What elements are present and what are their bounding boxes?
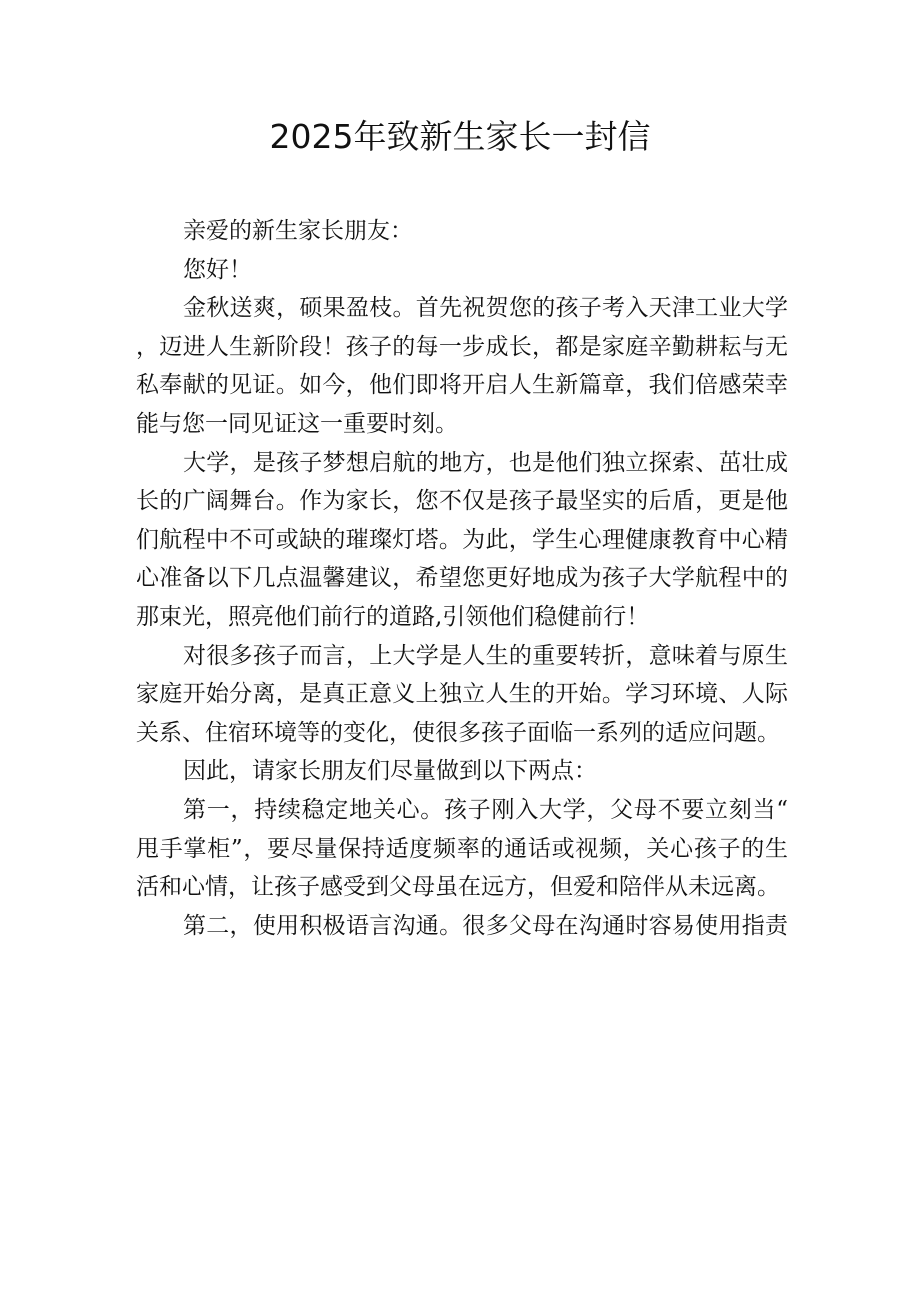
paragraph-congratulations: 金秋送爽，硕果盈枝。首先祝贺您的孩子考入天津工业大学，迈进人生新阶段！孩子的每一步成长，都是家庭辛勤耕耘与无私奉献的见证。如今，他们即将开启人生新篇章，我们倍感荣幸能与您一同见证这一重要时刻。 bbox=[136, 295, 788, 437]
letter-body bbox=[136, 212, 788, 945]
paragraph-university-stage: 大学，是孩子梦想启航的地方，也是他们独立探索、茁壮成长的广阔舞台。作为家长，您不仅是孩子最坚实的后盾，更是他们航程中不可或缺的璀璨灯塔。为此，学生心理健康教育中心精心准备以下几点温馨建议，希望您更好地成为孩子大学航程中的那束光，照亮他们前行的道路,引领他们稳健前行！ bbox=[136, 449, 788, 630]
paragraph-point-one: 第一，持续稳定地关心。孩子刚入大学，父母不要立刻当“甩手掌柜”，要尽量保持适度频率的通话或视频，关心孩子的生活和心情，让孩子感受到父母虽在远方，但爱和陪伴从未远离。 bbox=[136, 796, 788, 901]
salutation: 亲爱的新生家长朋友： bbox=[183, 218, 413, 244]
document-title: 2025年致新生家长一封信 bbox=[269, 117, 651, 156]
greeting: 您好！ bbox=[183, 256, 252, 283]
paragraph-point-two: 第二，使用积极语言沟通。很多父母在沟通时容易使用指责 bbox=[183, 912, 788, 939]
paragraph-two-points: 因此，请家长朋友们尽量做到以下两点： bbox=[183, 758, 597, 785]
paragraph-adaptation: 对很多孩子而言，上大学是人生的重要转折，意味着与原生家庭开始分离，是真正意义上独立人生的开始。学习环境、人际关系、住宿环境等的变化，使很多孩子面临一系列的适应问题。 bbox=[136, 642, 788, 746]
